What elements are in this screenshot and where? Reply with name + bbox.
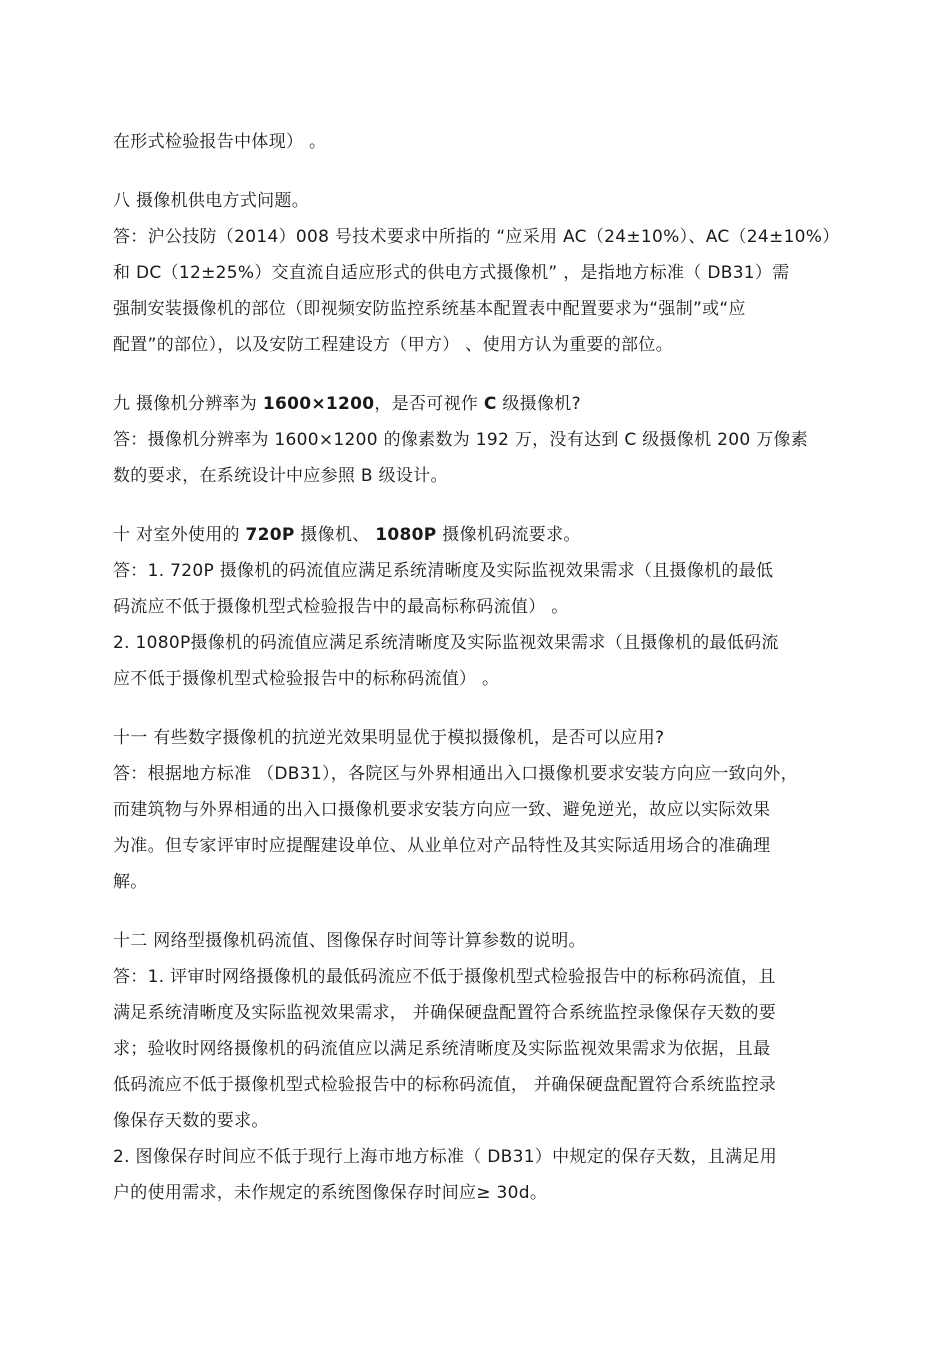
section-12-answer-line: 低码流应不低于摄像机型式检验报告中的标称码流值， 并确保硬盘配置符合系统监控录 xyxy=(113,1075,777,1095)
section-10-answer-line: 码流应不低于摄像机型式检验报告中的最高标称码流值） 。 xyxy=(113,597,569,617)
title-bold-text: C xyxy=(483,394,497,414)
title-text: 十 对室外使用的 xyxy=(113,525,246,545)
section-12-answer-line: 答：1. 评审时网络摄像机的最低码流应不低于摄像机型式检验报告中的标称码流值，且 xyxy=(113,967,776,987)
section-11-title: 十一 有些数字摄像机的抗逆光效果明显优于模拟摄像机，是否可以应用? xyxy=(113,728,665,748)
title-text: ，是否可视作 xyxy=(374,394,484,414)
section-8-answer-line: 和 DC（12±25%）交直流自适应形式的供电方式摄像机” ，是指地方标准（ DB31）需 xyxy=(113,263,790,283)
section-11-answer-line: 解。 xyxy=(113,872,148,892)
section-10-answer-line: 2. 1080P摄像机的码流值应满足系统清晰度及实际监视效果需求（且摄像机的最低码流 xyxy=(113,633,779,653)
section-11-answer-line: 答：根据地方标准 （DB31），各院区与外界相通出入口摄像机要求安装方向应一致向外， xyxy=(113,764,798,784)
section-8-title: 八 摄像机供电方式问题。 xyxy=(113,191,310,211)
section-9-title xyxy=(113,386,853,422)
section-9-answer-line: 答：摄像机分辨率为 1600×1200 的像素数为 192 万，没有达到 C 级摄像机 200 万像素 xyxy=(113,430,809,450)
section-12-answer-line: 求；验收时网络摄像机的码流值应以满足系统清晰度及实际监视效果需求为依据，且最 xyxy=(113,1039,771,1059)
section-9-answer-line: 数的要求，在系统设计中应参照 B 级设计。 xyxy=(113,466,448,486)
section-12-answer-line: 户的使用需求，未作规定的系统图像保存时间应≥ 30d。 xyxy=(113,1183,548,1203)
section-12-answer-line: 满足系统清晰度及实际监视效果需求， 并确保硬盘配置符合系统监控录像保存天数的要 xyxy=(113,1003,777,1023)
title-text: 摄像机码流要求。 xyxy=(436,525,581,545)
section-8-answer-line: 强制安装摄像机的部位（即视频安防监控系统基本配置表中配置要求为“强制”或“应 xyxy=(113,299,746,319)
section-8-answer-line: 答：沪公技防（2014）008 号技术要求中所指的 “应采用 AC（24±10%）、AC（24±10%） xyxy=(113,227,840,247)
section-12-answer-line: 2. 图像保存时间应不低于现行上海市地方标准（ DB31）中规定的保存天数，且满足用 xyxy=(113,1147,778,1167)
section-10-answer-line: 应不低于摄像机型式检验报告中的标称码流值） 。 xyxy=(113,669,500,689)
title-bold-text: 1080P xyxy=(375,525,437,545)
section-12-answer-line: 像保存天数的要求。 xyxy=(113,1111,269,1131)
section-11-answer-line: 而建筑物与外界相通的出入口摄像机要求安装方向应一致、避免逆光，故应以实际效果 xyxy=(113,800,771,820)
section-12-title: 十二 网络型摄像机码流值、图像保存时间等计算参数的说明。 xyxy=(113,931,586,951)
title-text: 九 摄像机分辨率为 xyxy=(113,394,263,414)
section-10-title xyxy=(113,517,853,553)
section-8-answer-line: 配置”的部位），以及安防工程建设方（甲方） 、使用方认为重要的部位。 xyxy=(113,335,673,355)
title-text: 摄像机、 xyxy=(294,525,376,545)
title-bold-text: 1600×1200 xyxy=(262,394,375,414)
title-bold-text: 720P xyxy=(245,525,295,545)
title-text: 级摄像机? xyxy=(496,394,581,414)
document-page xyxy=(113,124,853,1211)
section-11-answer-line: 为准。但专家评审时应提醒建设单位、从业单位对产品特性及其实际适用场合的准确理 xyxy=(113,836,771,856)
section-10-answer-line: 答：1. 720P 摄像机的码流值应满足系统清晰度及实际监视效果需求（且摄像机的最低 xyxy=(113,561,774,581)
text-line: 在形式检验报告中体现） 。 xyxy=(113,132,327,152)
